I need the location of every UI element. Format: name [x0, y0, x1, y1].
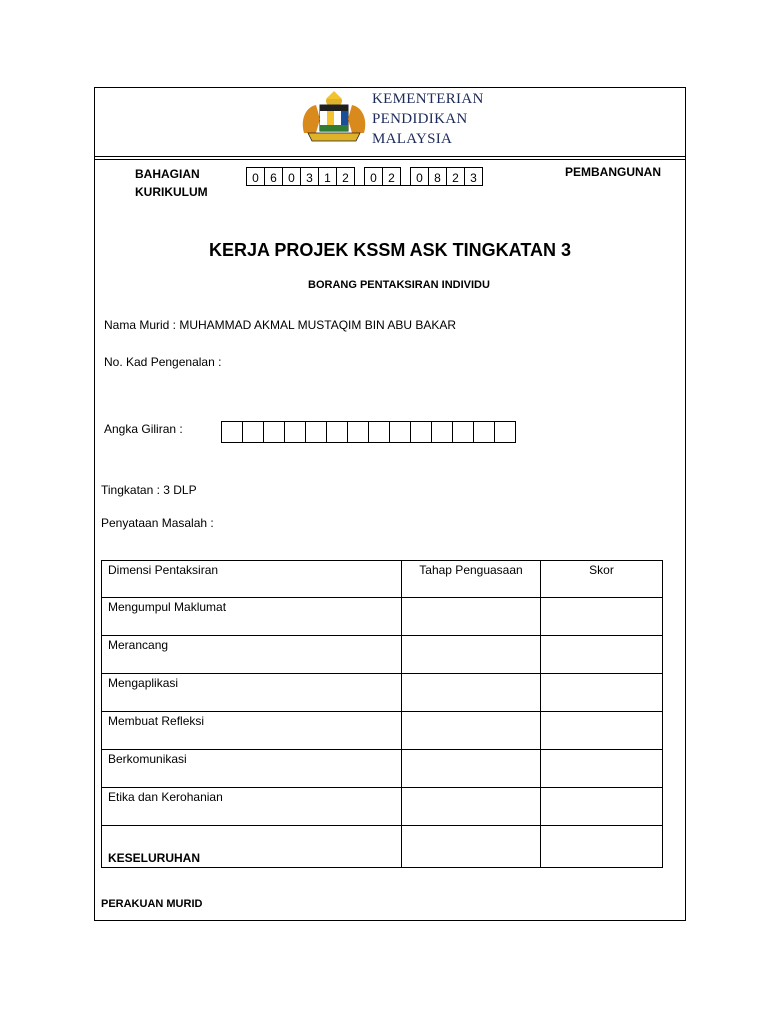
score-cell[interactable]	[541, 788, 663, 826]
ic-number-field: No. Kad Pengenalan :	[104, 355, 222, 369]
row-label: Merancang	[102, 636, 402, 674]
index-digit-box[interactable]	[347, 421, 369, 443]
row-label: Mengumpul Maklumat	[102, 598, 402, 636]
index-digit-box[interactable]	[284, 421, 306, 443]
table-total-row	[102, 826, 663, 868]
table-header-row	[102, 561, 663, 598]
problem-statement-field: Penyataan Masalah :	[101, 516, 214, 530]
student-name-field: Nama Murid : MUHAMMAD AKMAL MUSTAQIM BIN ABU BAKAR	[104, 318, 457, 332]
index-digit-box[interactable]	[452, 421, 474, 443]
mastery-cell[interactable]	[402, 674, 541, 712]
page-title: KERJA PROJEK KSSM ASK TINGKATAN 3	[208, 240, 572, 260]
index-digit-box[interactable]	[242, 421, 264, 443]
coat-of-arms-logo	[296, 89, 372, 145]
code-digit-box: 2	[382, 167, 401, 186]
index-digit-box[interactable]	[263, 421, 285, 443]
table-row	[102, 712, 663, 750]
header-separator	[94, 156, 686, 160]
header-dimension: Dimensi Pentaksiran	[102, 561, 402, 598]
table-row	[102, 674, 663, 712]
page-subtitle: BORANG PENTAKSIRAN INDIVIDU	[308, 279, 490, 291]
total-label: KESELURUHAN	[102, 826, 402, 868]
score-cell[interactable]	[541, 598, 663, 636]
code-digit-box: 0	[410, 167, 429, 186]
pembangunan-label: PEMBANGUNAN	[565, 165, 661, 179]
mastery-cell[interactable]	[402, 750, 541, 788]
table-row	[102, 788, 663, 826]
mastery-cell[interactable]	[402, 598, 541, 636]
ministry-name	[372, 89, 484, 149]
score-cell[interactable]	[541, 712, 663, 750]
index-digit-box[interactable]	[494, 421, 516, 443]
score-cell[interactable]	[541, 750, 663, 788]
ministry-line-3: MALAYSIA	[372, 131, 453, 147]
bahagian-line-2: KURIKULUM	[135, 185, 208, 199]
index-digit-box[interactable]	[431, 421, 453, 443]
code-digit-box: 2	[336, 167, 355, 186]
code-digit-box: 1	[318, 167, 337, 186]
header-score: Skor	[541, 561, 663, 598]
mastery-cell[interactable]	[402, 712, 541, 750]
total-score-cell[interactable]	[541, 826, 663, 868]
student-declaration-heading: PERAKUAN MURID	[101, 898, 203, 910]
code-digit-box: 6	[264, 167, 283, 186]
index-digit-box[interactable]	[368, 421, 390, 443]
row-label: Mengaplikasi	[102, 674, 402, 712]
code-digit-box: 0	[364, 167, 383, 186]
score-cell[interactable]	[541, 674, 663, 712]
index-number-boxes[interactable]	[222, 421, 516, 443]
assessment-table	[101, 560, 663, 868]
header-mastery-level: Tahap Penguasaan	[402, 561, 541, 598]
row-label: Berkomunikasi	[102, 750, 402, 788]
index-digit-box[interactable]	[389, 421, 411, 443]
bahagian-line-1: BAHAGIAN	[135, 167, 200, 181]
table-row	[102, 636, 663, 674]
index-digit-box[interactable]	[305, 421, 327, 443]
bahagian-label	[135, 165, 208, 201]
form-class-field: Tingkatan : 3 DLP	[101, 483, 197, 497]
table-row	[102, 750, 663, 788]
mastery-cell[interactable]	[402, 636, 541, 674]
mastery-cell[interactable]	[402, 788, 541, 826]
row-label: Etika dan Kerohanian	[102, 788, 402, 826]
index-digit-box[interactable]	[221, 421, 243, 443]
reference-code-boxes	[247, 167, 483, 187]
score-cell[interactable]	[541, 636, 663, 674]
table-row	[102, 598, 663, 636]
index-digit-box[interactable]	[410, 421, 432, 443]
ministry-line-2: PENDIDIKAN	[372, 111, 468, 127]
code-digit-box: 8	[428, 167, 447, 186]
code-digit-box: 3	[300, 167, 319, 186]
code-digit-box: 0	[246, 167, 265, 186]
index-number-label: Angka Giliran :	[104, 422, 183, 436]
code-digit-box: 0	[282, 167, 301, 186]
index-digit-box[interactable]	[326, 421, 348, 443]
ministry-line-1: KEMENTERIAN	[372, 91, 484, 107]
code-digit-box: 3	[464, 167, 483, 186]
total-mastery-cell[interactable]	[402, 826, 541, 868]
row-label: Membuat Refleksi	[102, 712, 402, 750]
code-digit-box: 2	[446, 167, 465, 186]
index-digit-box[interactable]	[473, 421, 495, 443]
